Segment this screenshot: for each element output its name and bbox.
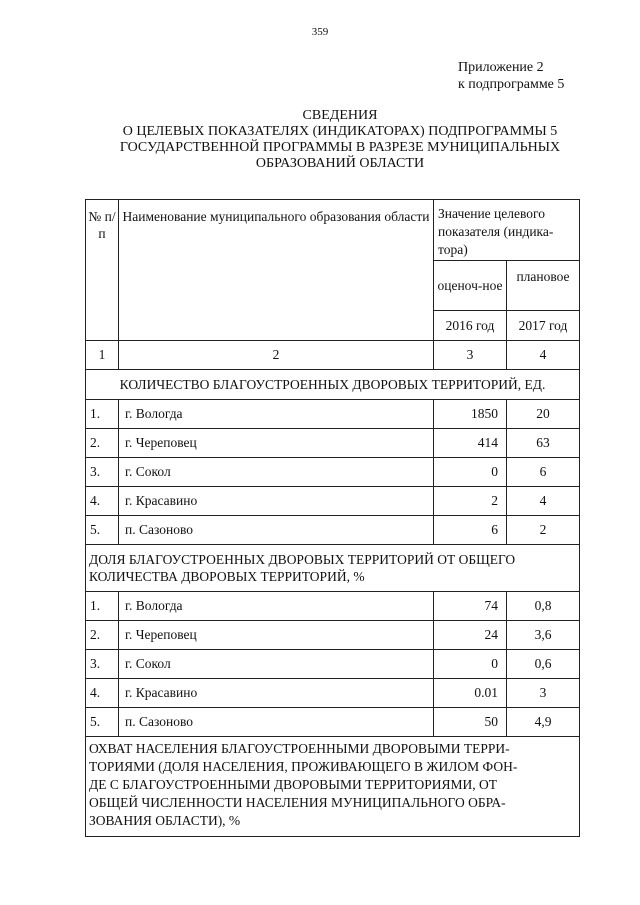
value-2017: 4 [507,487,580,516]
table-row [86,487,580,516]
municipality-name: г. Сокол [119,458,434,487]
municipality-name: г. Череповец [119,429,434,458]
row-number: 5. [86,516,119,545]
appendix-note [458,59,564,93]
table-row [86,708,580,737]
table-row [86,516,580,545]
table-row [86,679,580,708]
value-2017: 20 [507,400,580,429]
municipality-name: г. Сокол [119,650,434,679]
value-2016: 50 [434,708,507,737]
value-2016: 0 [434,650,507,679]
section-title-line: ОХВАТ НАСЕЛЕНИЯ БЛАГОУСТРОЕННЫМИ ДВОРОВЫМИ ТЕРРИ- [89,741,510,756]
municipality-name: г. Вологда [119,592,434,621]
table-row [86,621,580,650]
header-year-2017: 2017 год [507,311,580,341]
header-name: Наименование муниципального образования области [119,200,434,341]
col-number: 3 [434,341,507,370]
document-title [60,108,620,172]
value-2017: 3,6 [507,621,580,650]
appendix-line-1: Приложение 2 [458,60,544,75]
page-number: 359 [311,26,329,38]
municipality-name: г. Череповец [119,621,434,650]
value-2017: 0,6 [507,650,580,679]
value-2016: 1850 [434,400,507,429]
row-number: 2. [86,621,119,650]
value-2017: 63 [507,429,580,458]
row-number: 2. [86,429,119,458]
table-row [86,592,580,621]
row-number: 5. [86,708,119,737]
row-number: 3. [86,458,119,487]
section-title: КОЛИЧЕСТВО БЛАГОУСТРОЕННЫХ ДВОРОВЫХ ТЕРРИТОРИЙ, ЕД. [86,370,580,400]
title-line-4: ОБРАЗОВАНИЙ ОБЛАСТИ [255,156,425,171]
col-number: 1 [86,341,119,370]
value-2016: 2 [434,487,507,516]
col-number: 2 [119,341,434,370]
table-row [86,650,580,679]
value-2017: 6 [507,458,580,487]
municipality-name: п. Сазоново [119,708,434,737]
header-value: Значение целевого показателя (индика-тора) [434,200,580,261]
col-number: 4 [507,341,580,370]
value-2016: 6 [434,516,507,545]
municipality-name: г. Красавино [119,679,434,708]
section-title-line: ДОЛЯ БЛАГОУСТРОЕННЫХ ДВОРОВЫХ ТЕРРИТОРИЙ ОТ ОБЩЕГО [89,552,516,567]
appendix-line-2: к подпрограмме 5 [458,77,565,92]
row-number: 1. [86,592,119,621]
value-2016: 414 [434,429,507,458]
value-2016: 0.01 [434,679,507,708]
header-num: № п/п [86,200,119,341]
value-2017: 2 [507,516,580,545]
section-title [86,545,580,592]
header-planned: плановое [507,261,580,311]
header-year-2016: 2016 год [434,311,507,341]
section-title-line: КОЛИЧЕСТВА ДВОРОВЫХ ТЕРРИТОРИЙ, % [89,569,365,584]
indicators-table [85,199,580,837]
title-line-1: СВЕДЕНИЯ [302,108,378,123]
value-2017: 0,8 [507,592,580,621]
table-row [86,458,580,487]
table-row [86,429,580,458]
municipality-name: п. Сазоново [119,516,434,545]
section-title-line: ТОРИЯМИ (ДОЛЯ НАСЕЛЕНИЯ, ПРОЖИВАЮЩЕГО В ЖИЛОМ ФОН- [89,759,518,774]
municipality-name: г. Красавино [119,487,434,516]
section-title-line: ОБЩЕЙ ЧИСЛЕННОСТИ НАСЕЛЕНИЯ МУНИЦИПАЛЬНОГО ОБРА- [89,795,506,810]
value-2016: 0 [434,458,507,487]
section-title-line: ЗОВАНИЯ ОБЛАСТИ), % [89,813,241,828]
row-number: 4. [86,487,119,516]
table-row [86,400,580,429]
row-number: 1. [86,400,119,429]
value-2016: 74 [434,592,507,621]
section-title [86,737,580,837]
title-line-3: ГОСУДАРСТВЕННОЙ ПРОГРАММЫ В РАЗРЕЗЕ МУНИЦИПАЛЬНЫХ [119,140,561,155]
row-number: 4. [86,679,119,708]
section-title-line: ДЕ С БЛАГОУСТРОЕННЫМИ ДВОРОВЫМИ ТЕРРИТОРИЯМИ, ОТ [89,777,497,792]
title-line-2: О ЦЕЛЕВЫХ ПОКАЗАТЕЛЯХ (ИНДИКАТОРАХ) ПОДПРОГРАММЫ 5 [122,124,558,139]
value-2017: 4,9 [507,708,580,737]
value-2017: 3 [507,679,580,708]
header-estimated: оценоч-ное [434,261,507,311]
row-number: 3. [86,650,119,679]
value-2016: 24 [434,621,507,650]
municipality-name: г. Вологда [119,400,434,429]
